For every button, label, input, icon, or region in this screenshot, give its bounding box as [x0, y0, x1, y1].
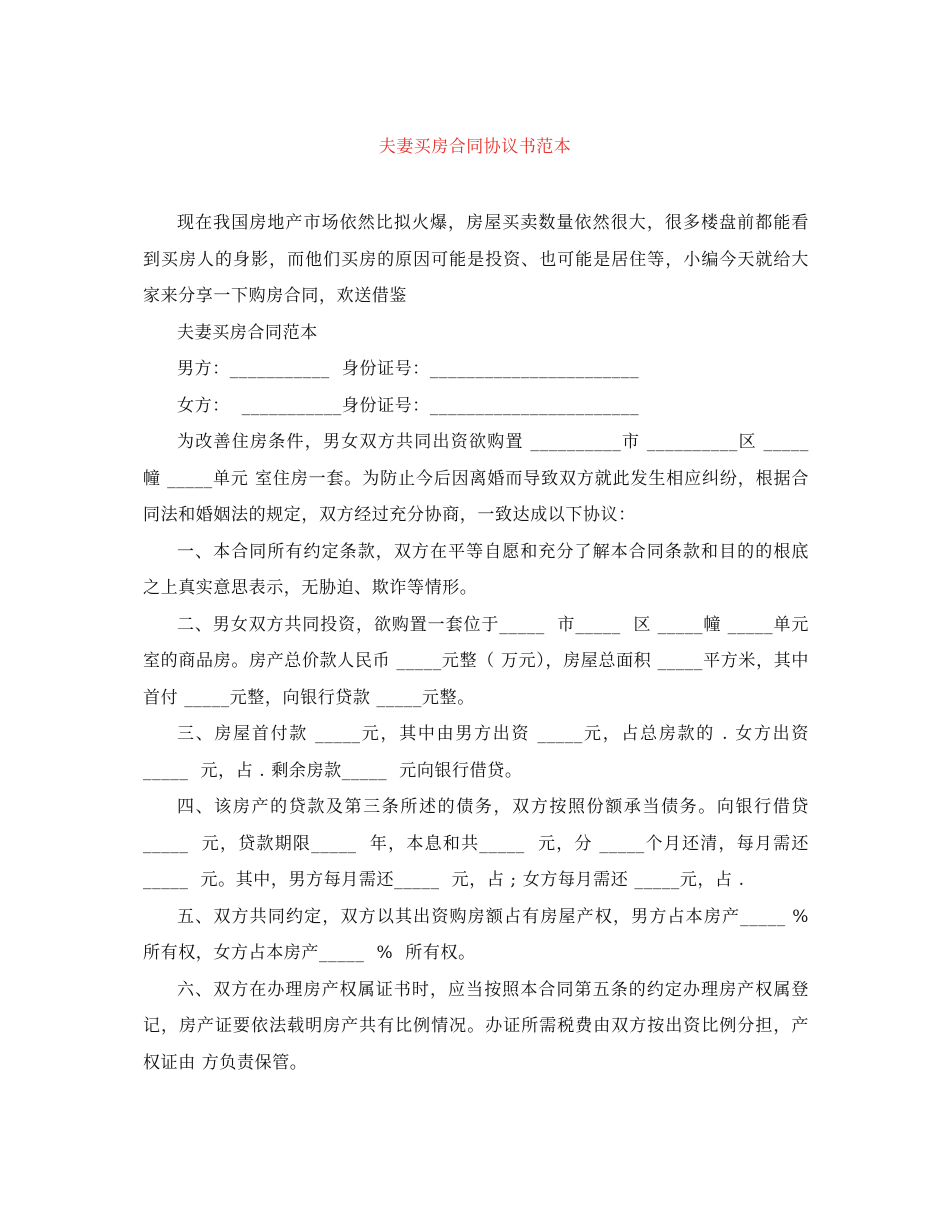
clause-2: 二、男女双方共同投资，欲购置一套位于_____ 市_____ 区 _____幢 _____单元 室的商品房。房产总价款人民币 _____元整（ 万元），房屋总面积 _____平方米，其中首付 _____元整，向银行贷款 _____元整。 — [143, 614, 816, 708]
clause-3: 三、房屋首付款 _____元，其中由男方出资 _____元，占总房款的 . 女方出资 _____ 元，占 . 剩余房款_____ 元向银行借贷。 — [143, 724, 816, 781]
clause-4: 四、该房产的贷款及第三条所述的债务，双方按照份额承当债务。向银行借贷_____ 元，贷款期限_____ 年，本息和共_____ 元，分 _____个月还清，每月需还_____ 元。其中，男方每月需还_____ 元，占 ; 女方每月需还 _____元，占 . — [143, 797, 809, 890]
clause-6: 六、双方在办理房产权属证书时，应当按照本合同第五条的约定办理房产权属登记，房产证要依法载明房产共有比例情况。办证所需税费由双方按出资比例分担，产权证由 方负责保管。 — [143, 979, 809, 1073]
clause-5: 五、双方共同约定，双方以其出资购房额占有房屋产权，男方占本房产_____ % 所有权，女方占本房产_____ % 所有权。 — [143, 906, 816, 963]
document-body — [143, 205, 816, 1081]
section-heading: 夫妻买房合同范本 — [177, 322, 318, 343]
intro-paragraph: 现在我国房地产市场依然比拟火爆，房屋买卖数量依然很大，很多楼盘前都能看到买房人的身影，而他们买房的原因可能是投资、也可能是居住等，小编今天就给大家来分享一下购房合同，欢送借鉴 — [143, 213, 809, 306]
clause-1: 一、本合同所有约定条款，双方在平等自愿和充分了解本合同条款和目的的根底之上真实意思表示，无胁迫、欺诈等情形。 — [143, 541, 809, 598]
purpose-paragraph: 为改善住房条件，男女双方共同出资欲购置 __________市 __________区 _____幢 _____单元 室住房一套。为防止今后因离婚而导致双方就此发生相应纠纷，根据合同法和婚姻法的规定，双方经过充分协商，一致达成以下协议： — [143, 432, 809, 525]
document-title: 夫妻买房合同协议书范本 — [378, 137, 572, 157]
female-party-line: 女方： ___________身份证号：_______________________ — [177, 395, 640, 416]
male-party-line: 男方：___________ 身份证号：_______________________ — [177, 359, 640, 379]
